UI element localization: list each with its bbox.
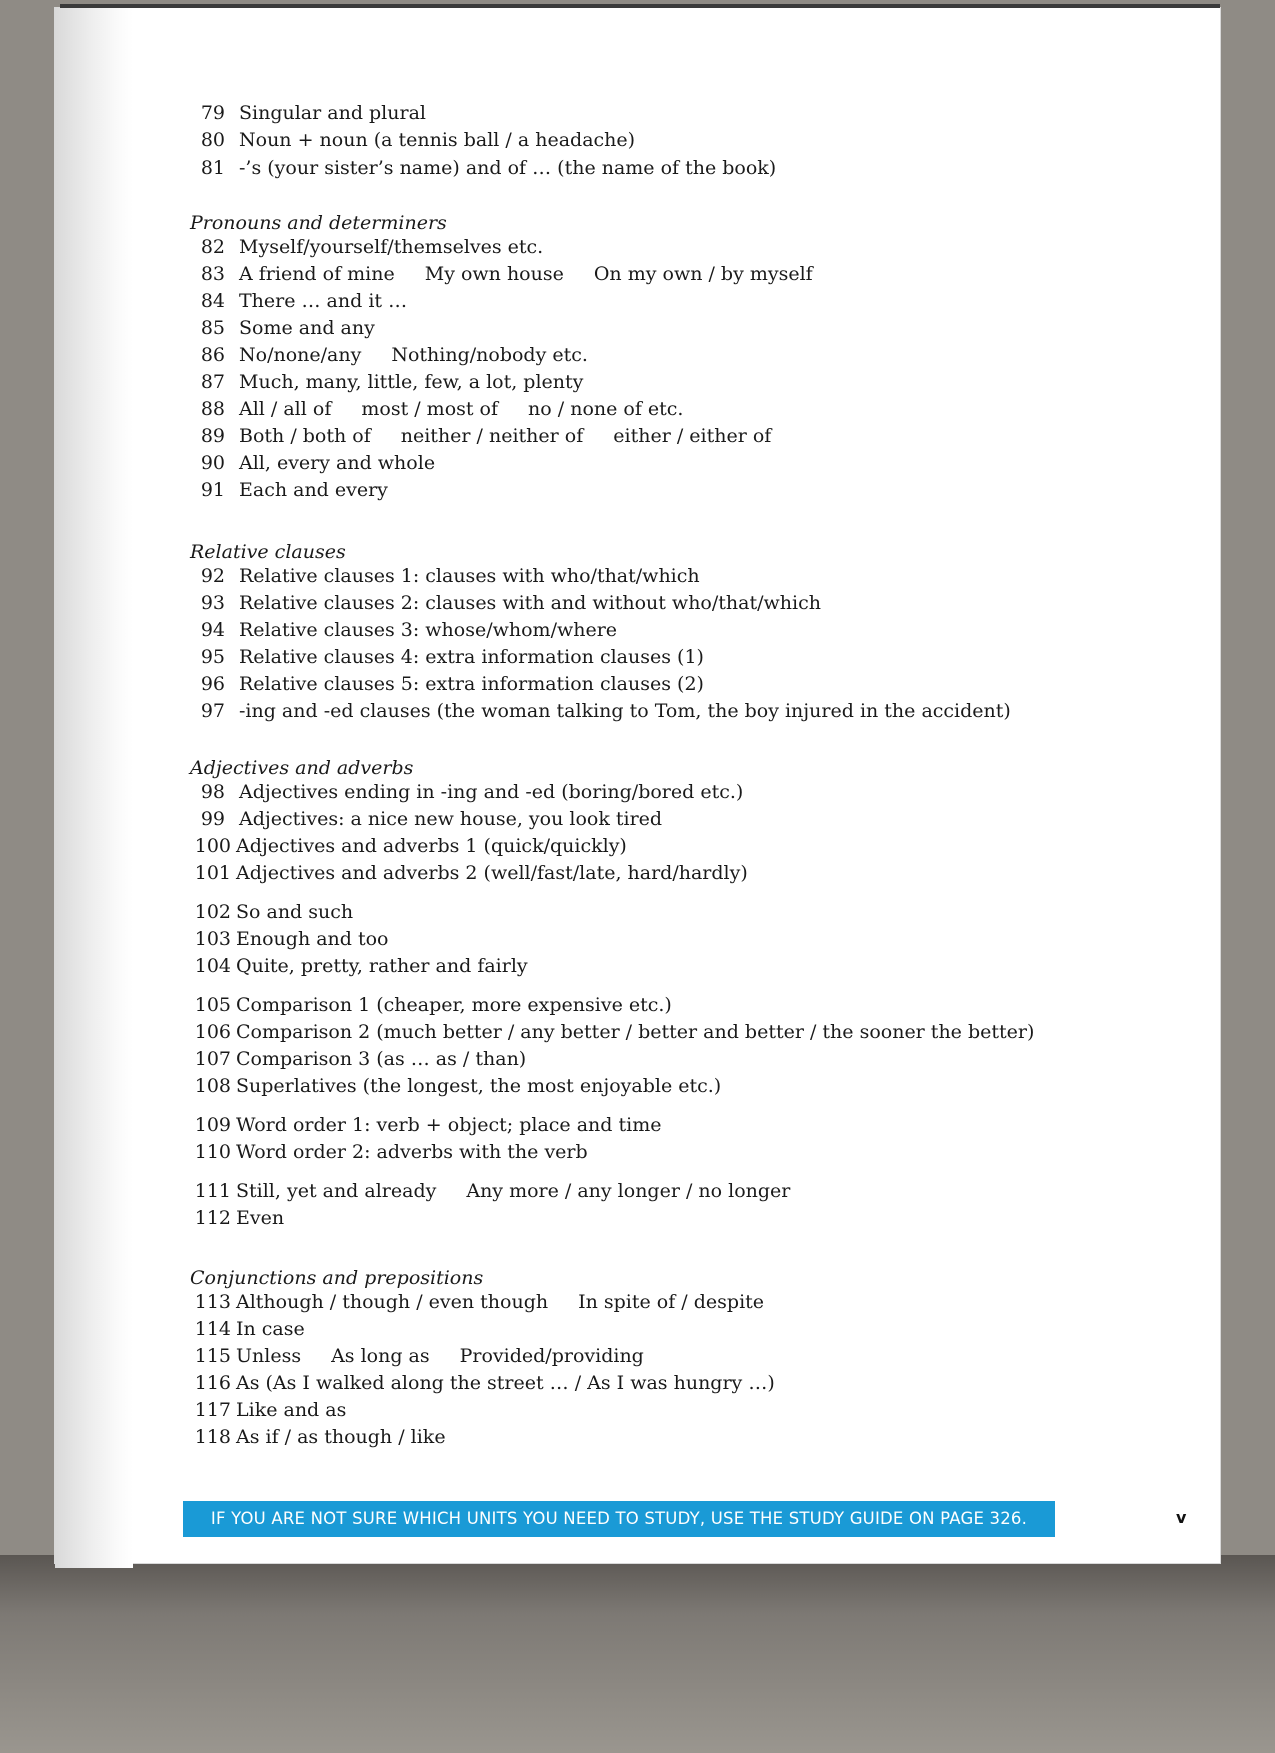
unit-title bbox=[236, 953, 528, 980]
unit-number: 92 bbox=[200, 565, 225, 587]
unit-title bbox=[239, 617, 617, 644]
unit-title bbox=[239, 477, 388, 504]
unit-number: 97 bbox=[200, 700, 225, 722]
unit-title-part: Provided/providing bbox=[459, 1345, 644, 1367]
unit-title bbox=[236, 926, 389, 953]
unit-number: 84 bbox=[200, 290, 225, 312]
unit-title-part: Enough and too bbox=[236, 928, 389, 950]
unit-title bbox=[236, 1397, 346, 1424]
unit-title-part: Still, yet and already bbox=[236, 1180, 437, 1202]
study-guide-banner: IF YOU ARE NOT SURE WHICH UNITS YOU NEED TO STUDY, USE THE STUDY GUIDE ON PAGE 326. bbox=[183, 1501, 1055, 1537]
unit-title bbox=[236, 1073, 721, 1100]
unit-title-part: Each and every bbox=[239, 479, 388, 501]
unit-title bbox=[236, 860, 748, 887]
unit-title-part: Nothing/nobody etc. bbox=[391, 344, 588, 366]
unit-title-part: My own house bbox=[424, 263, 564, 285]
unit-title-part: A friend of mine bbox=[239, 263, 395, 285]
unit-title-part: Relative clauses 1: clauses with who/that/which bbox=[239, 565, 700, 587]
unit-title-part: On my own / by myself bbox=[593, 263, 813, 285]
unit-title-part: Comparison 2 (much better / any better / better and better / the sooner the better) bbox=[236, 1021, 1035, 1043]
unit-title bbox=[236, 1316, 305, 1343]
unit-number: 115 bbox=[194, 1345, 231, 1367]
unit-title bbox=[239, 450, 435, 477]
unit-number: 87 bbox=[200, 371, 225, 393]
unit-title bbox=[236, 1370, 775, 1397]
unit-number: 98 bbox=[200, 781, 225, 803]
unit-title-part: Comparison 1 (cheaper, more expensive etc.) bbox=[236, 994, 672, 1016]
unit-number: 112 bbox=[194, 1207, 231, 1229]
unit-title-part: As if / as though / like bbox=[236, 1426, 446, 1448]
unit-number: 116 bbox=[194, 1372, 231, 1394]
unit-title bbox=[239, 100, 426, 127]
unit-title-part: Like and as bbox=[236, 1399, 347, 1421]
unit-title bbox=[236, 1112, 661, 1139]
unit-title bbox=[236, 1178, 790, 1205]
unit-number: 111 bbox=[194, 1180, 231, 1202]
unit-title-part: Relative clauses 5: extra information clauses (2) bbox=[239, 673, 704, 695]
unit-title bbox=[236, 1019, 1034, 1046]
unit-title-part: either / either of bbox=[613, 425, 772, 447]
section-heading: Pronouns and determiners bbox=[190, 212, 447, 234]
unit-number: 95 bbox=[200, 646, 225, 668]
unit-number: 94 bbox=[200, 619, 225, 641]
section-heading: Adjectives and adverbs bbox=[190, 757, 414, 779]
unit-number: 109 bbox=[194, 1114, 231, 1136]
unit-number: 101 bbox=[194, 862, 231, 884]
unit-title-part: Some and any bbox=[239, 317, 375, 339]
unit-title bbox=[239, 423, 771, 450]
unit-title-part: Much, many, little, few, a lot, plenty bbox=[239, 371, 584, 393]
unit-number: 113 bbox=[194, 1291, 231, 1313]
unit-number: 93 bbox=[200, 592, 225, 614]
page-bottom-shadow bbox=[0, 1555, 1275, 1753]
unit-number: 88 bbox=[200, 398, 225, 420]
unit-title-part: Word order 2: adverbs with the verb bbox=[236, 1141, 588, 1163]
unit-title-part: Both / both of bbox=[239, 425, 371, 447]
unit-title-part: Superlatives (the longest, the most enjoyable etc.) bbox=[236, 1075, 722, 1097]
unit-title-part: Singular and plural bbox=[239, 102, 426, 124]
unit-number: 118 bbox=[194, 1426, 231, 1448]
unit-number: 117 bbox=[194, 1399, 231, 1421]
unit-title-part: All, every and whole bbox=[239, 452, 436, 474]
unit-title-part: No/none/any bbox=[239, 344, 362, 366]
unit-title-part: Adjectives and adverbs 2 (well/fast/late, hard/hardly) bbox=[236, 862, 748, 884]
unit-number: 96 bbox=[200, 673, 225, 695]
unit-number: 102 bbox=[194, 901, 231, 923]
unit-title bbox=[239, 779, 743, 806]
unit-title-part: All / all of bbox=[239, 398, 332, 420]
unit-title bbox=[239, 127, 635, 154]
page-number: v bbox=[1176, 1508, 1187, 1527]
unit-title-part: Although / though / even though bbox=[236, 1291, 549, 1313]
unit-title bbox=[236, 1424, 446, 1451]
unit-title bbox=[239, 590, 821, 617]
unit-title bbox=[239, 806, 662, 833]
unit-number: 110 bbox=[194, 1141, 231, 1163]
unit-title bbox=[236, 1205, 284, 1232]
unit-title bbox=[239, 288, 407, 315]
unit-title-part: Relative clauses 4: extra information clauses (1) bbox=[239, 646, 704, 668]
unit-title bbox=[236, 833, 627, 860]
unit-number: 107 bbox=[194, 1048, 231, 1070]
unit-title-part: Even bbox=[236, 1207, 285, 1229]
unit-number: 85 bbox=[200, 317, 225, 339]
unit-title bbox=[239, 261, 813, 288]
unit-number: 108 bbox=[194, 1075, 231, 1097]
section-heading: Conjunctions and prepositions bbox=[190, 1267, 484, 1289]
unit-number: 100 bbox=[194, 835, 231, 857]
unit-number: 90 bbox=[200, 452, 225, 474]
unit-title-part: As (As I walked along the street … / As I was hungry …) bbox=[236, 1372, 775, 1394]
unit-number: 99 bbox=[200, 808, 225, 830]
unit-title bbox=[236, 899, 353, 926]
unit-number: 86 bbox=[200, 344, 225, 366]
unit-number: 104 bbox=[194, 955, 231, 977]
unit-number: 103 bbox=[194, 928, 231, 950]
unit-title bbox=[236, 1343, 644, 1370]
unit-title-part: no / none of etc. bbox=[528, 398, 684, 420]
unit-number: 82 bbox=[200, 236, 225, 258]
unit-title-part: In case bbox=[236, 1318, 305, 1340]
unit-title-part: Comparison 3 (as … as / than) bbox=[236, 1048, 527, 1070]
unit-title-part: In spite of / despite bbox=[578, 1291, 765, 1313]
unit-number: 81 bbox=[200, 157, 225, 179]
unit-number: 106 bbox=[194, 1021, 231, 1043]
unit-number: 83 bbox=[200, 263, 225, 285]
unit-title bbox=[239, 234, 543, 261]
unit-title bbox=[239, 644, 704, 671]
unit-number: 114 bbox=[194, 1318, 231, 1340]
unit-title-part: Myself/yourself/themselves etc. bbox=[239, 236, 544, 258]
unit-title-part: -’s (your sister’s name) and of … (the name of the book) bbox=[239, 157, 777, 179]
unit-title-part: -ing and -ed clauses (the woman talking to Tom, the boy injured in the accident) bbox=[239, 700, 1011, 722]
section-heading: Relative clauses bbox=[190, 541, 346, 563]
unit-title bbox=[239, 563, 700, 590]
unit-title-part: Adjectives and adverbs 1 (quick/quickly) bbox=[236, 835, 627, 857]
unit-title bbox=[236, 1139, 588, 1166]
unit-title bbox=[239, 342, 588, 369]
unit-title-part: Quite, pretty, rather and fairly bbox=[236, 955, 528, 977]
unit-number: 105 bbox=[194, 994, 231, 1016]
unit-title-part: Adjectives ending in -ing and -ed (boring/bored etc.) bbox=[239, 781, 744, 803]
unit-number: 79 bbox=[200, 102, 225, 124]
unit-title-part: Noun + noun (a tennis ball / a headache) bbox=[239, 129, 636, 151]
unit-title bbox=[239, 698, 1011, 725]
unit-title-part: So and such bbox=[236, 901, 354, 923]
unit-title bbox=[239, 396, 683, 423]
unit-title bbox=[239, 315, 375, 342]
unit-number: 80 bbox=[200, 129, 225, 151]
unit-title-part: Relative clauses 2: clauses with and without who/that/which bbox=[239, 592, 821, 614]
unit-title bbox=[239, 671, 704, 698]
unit-title-part: Unless bbox=[236, 1345, 302, 1367]
unit-title bbox=[239, 369, 583, 396]
unit-title-part: There … and it … bbox=[239, 290, 408, 312]
unit-number: 91 bbox=[200, 479, 225, 501]
unit-title-part: most / most of bbox=[361, 398, 499, 420]
unit-title bbox=[236, 992, 672, 1019]
unit-title-part: Word order 1: verb + object; place and time bbox=[236, 1114, 662, 1136]
unit-title-part: neither / neither of bbox=[400, 425, 584, 447]
unit-title bbox=[239, 155, 776, 182]
unit-title bbox=[236, 1046, 526, 1073]
unit-number: 89 bbox=[200, 425, 225, 447]
unit-title-part: Any more / any longer / no longer bbox=[466, 1180, 791, 1202]
unit-title-part: As long as bbox=[331, 1345, 430, 1367]
unit-title-part: Adjectives: a nice new house, you look tired bbox=[239, 808, 663, 830]
unit-title bbox=[236, 1289, 764, 1316]
unit-title-part: Relative clauses 3: whose/whom/where bbox=[239, 619, 618, 641]
